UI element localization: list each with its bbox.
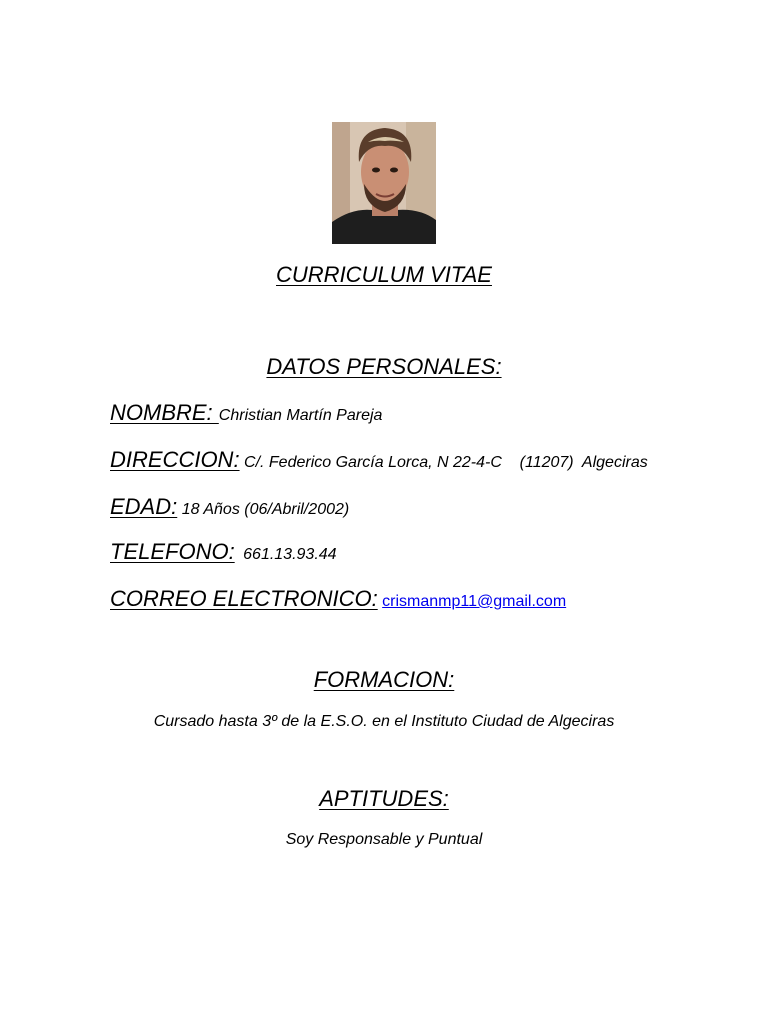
field-phone-value: 661.13.93.44 [243, 546, 337, 563]
field-phone [110, 538, 337, 569]
education-heading: FORMACION: [313, 667, 455, 692]
personal-data-heading: DATOS PERSONALES: [266, 354, 502, 379]
field-age-label: EDAD: [110, 494, 178, 519]
field-address-label: DIRECCION: [110, 447, 240, 472]
field-age [110, 493, 349, 524]
field-address [110, 446, 648, 477]
field-name-label: NOMBRE: [110, 400, 219, 425]
field-age-value: 18 Años (06/Abril/2002) [181, 501, 350, 518]
field-email [110, 585, 566, 616]
skills-heading: APTITUDES: [319, 786, 449, 811]
field-name-value: Christian Martín Pareja [218, 407, 383, 424]
field-phone-label: TELEFONO: [110, 539, 235, 564]
document-title: CURRICULUM VITAE [276, 262, 492, 287]
field-name [110, 399, 382, 430]
profile-photo [332, 122, 436, 244]
field-email-label: CORREO ELECTRONICO: [110, 586, 378, 611]
skills-text: Soy Responsable y Puntual [285, 831, 483, 848]
field-address-value: C/. Federico García Lorca, N 22-4-C (11207) Algeciras [244, 454, 648, 471]
education-text: Cursado hasta 3º de la E.S.O. en el Instituto Ciudad de Algeciras [153, 713, 615, 730]
portrait-icon [332, 122, 436, 244]
email-link[interactable]: crismanmp11@gmail.com [382, 593, 567, 610]
